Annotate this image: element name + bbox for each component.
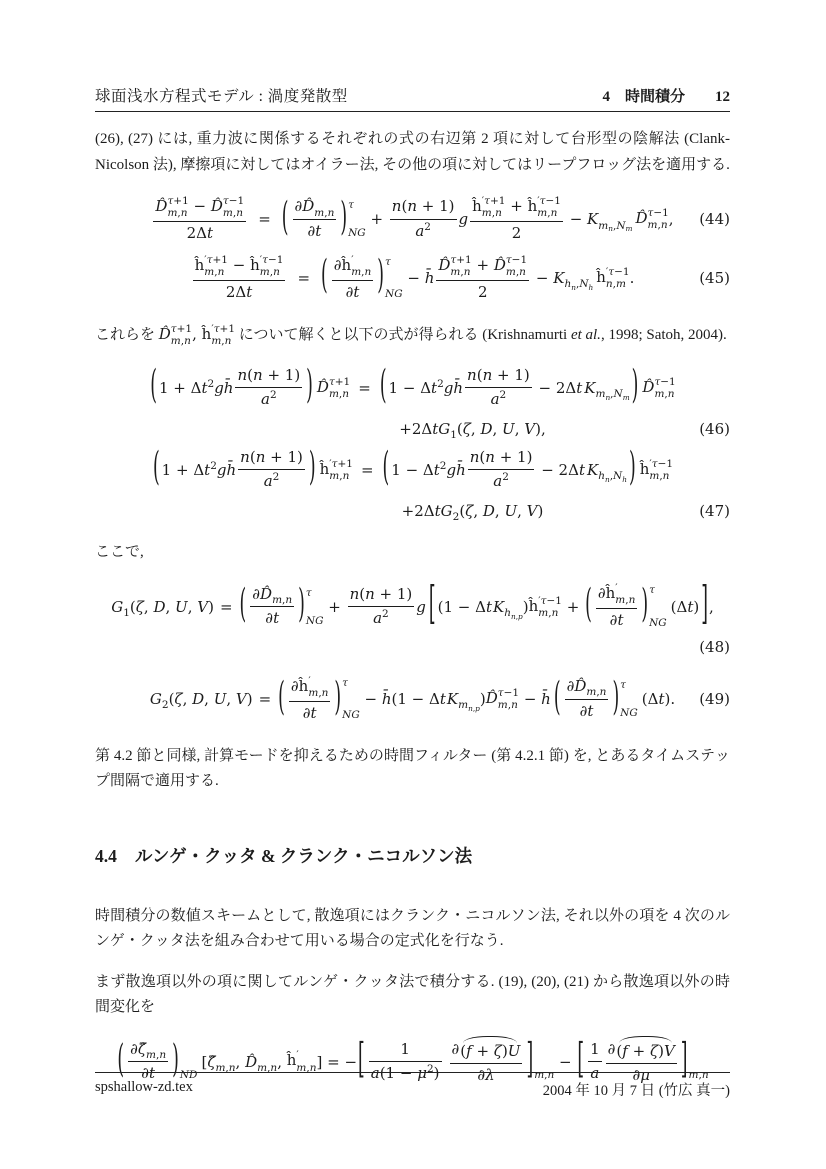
paragraph-filter: 第 4.2 節と同様, 計算モードを抑えるための時間フィルター (第 4.2.1 節) を, とあるタイムステップ間隔で適用する. bbox=[95, 747, 730, 789]
equation-block-44-45: D̂ τ+1 m,n − D̂ τ−1 m,n 2Δt = ( $\partial D̂_{m,n}$ ∂t ) τ NG + n(n + 1) $a^2$ g ĥ ′τ+1 m,n + ĥ ′τ−1 m,n 2 − $K_{m_n,N_m}$ D̂ τ−1 m,n , (44) ĥ ′τ+1 m,n − ĥ ′τ−1 m,n 2Δt = ( ∂ĥ ′ m,n ∂t ) τ NG − h̄ D̂ τ+1 m,n + D̂ τ−1 m,n 2 − $K_{h_n,N_h}$ ĥ ′τ−1 n,m . (45) bbox=[155, 194, 730, 301]
paragraph-runge-kutta: まず散逸項以外の項に関してルンゲ・クッタ法で積分する. (19), (20), (21) から散逸項以外の時間変化を bbox=[95, 973, 730, 1015]
paragraph-here: ここで, bbox=[95, 543, 144, 560]
equation-49: $G_2$ (ζ, D, U, V) = ( ∂ĥ ′ m,n ∂t ) τ NG − h̄ (1 − Δt $K_{m_{n,p}}$ ) D̂ τ−1 m,n − h̄ ( $\partial D̂_{m,n}$ ∂t ) τ NG (Δt). (49) bbox=[149, 674, 730, 722]
paragraph-scheme: 時間積分の数値スキームとして, 散逸項にはクランク・ニコルソン法, それ以外の項を 4 次のルンゲ・クッタ法を組み合わせて用いる場合の定式化を行なう. bbox=[95, 907, 730, 949]
page-footer bbox=[95, 1072, 730, 1100]
equation-block-46-47: ( 1 + Δ $t^2$ gh̄ n(n + 1) $a^2$ ) D̂ τ+1 m,n = ( 1 − Δ $t^2$ gh̄ n(n + 1) $a^2$ − 2Δt $K_{m_n,N_m}$ ) D̂ τ−1 m,n +2Δt $G_1$ (ζ, D, U, V), (46) ( 1 + Δ $t^2$ gh̄ n(n + 1) $a^2$ ) ĥ ′τ+1 m,n = ( 1 − Δ $t^2$ gh̄ n(n + 1) $a^2$ − 2Δt $K_{h_n,N_h}$ ) ĥ ′τ−1 m,n +2Δt $G_2$ (ζ, D, U, V) (47) bbox=[150, 363, 730, 523]
running-title: 球面浅水方程式モデル : 渦度発散型 bbox=[95, 88, 348, 105]
footer-filename: spshallow-zd.tex bbox=[95, 1079, 193, 1095]
equation-48: $G_1$ (ζ, D, U, V) = ( $\partial D̂_{m,n}$ ∂t ) τ NG + n(n + 1) $a^2$ g [ (1 − Δt $K_{h_{n,p}}$ ) ĥ ′τ−1 m,n + ( ∂ĥ ′ m,n ∂t ) τ NG (Δt) ] , (48) bbox=[111, 578, 730, 656]
section-title: ルンゲ・クッタ & クランク・ニコルソン法 bbox=[134, 845, 473, 866]
equation-final: ( $\partial\zetâ_{m,n}$ ∂t ) ND [ $\zetâ_{m,n}$ , $D̂_{m,n}$ , ĥ ′ m,n ] = − [ 1 a(1 − $\mu^2$ ) ∂ (f + ζ)U ∂λ ] m,n − [ 1 a ∂ (f + ζ)V ∂μ ] m,n bbox=[117, 1036, 709, 1084]
page-number: 12 bbox=[715, 89, 730, 105]
paragraph-solve: これらを D̂ τ+1 m,n , ĥ ′τ+1 m,n について解くと以下の式が得られる (Krishnamurti et al., 1998; Satoh, 2004). bbox=[95, 323, 727, 348]
section-heading bbox=[95, 843, 730, 868]
header-right bbox=[602, 85, 730, 106]
page-header bbox=[95, 84, 730, 112]
paragraph-intro: (26), (27) には, 重力波に関係するそれぞれの式の右辺第 2 項に対して台形型の陰解法 (Clank-Nicolson 法), 摩擦項に対してはオイラー法, その他の項に対してはリープフロッグ法を適用する. bbox=[95, 131, 730, 173]
footer-date: 2004 年 10 月 7 日 (竹広 真一) bbox=[542, 1083, 730, 1099]
section-number: 4.4 bbox=[95, 845, 117, 866]
running-section: 4 時間積分 bbox=[602, 89, 685, 105]
